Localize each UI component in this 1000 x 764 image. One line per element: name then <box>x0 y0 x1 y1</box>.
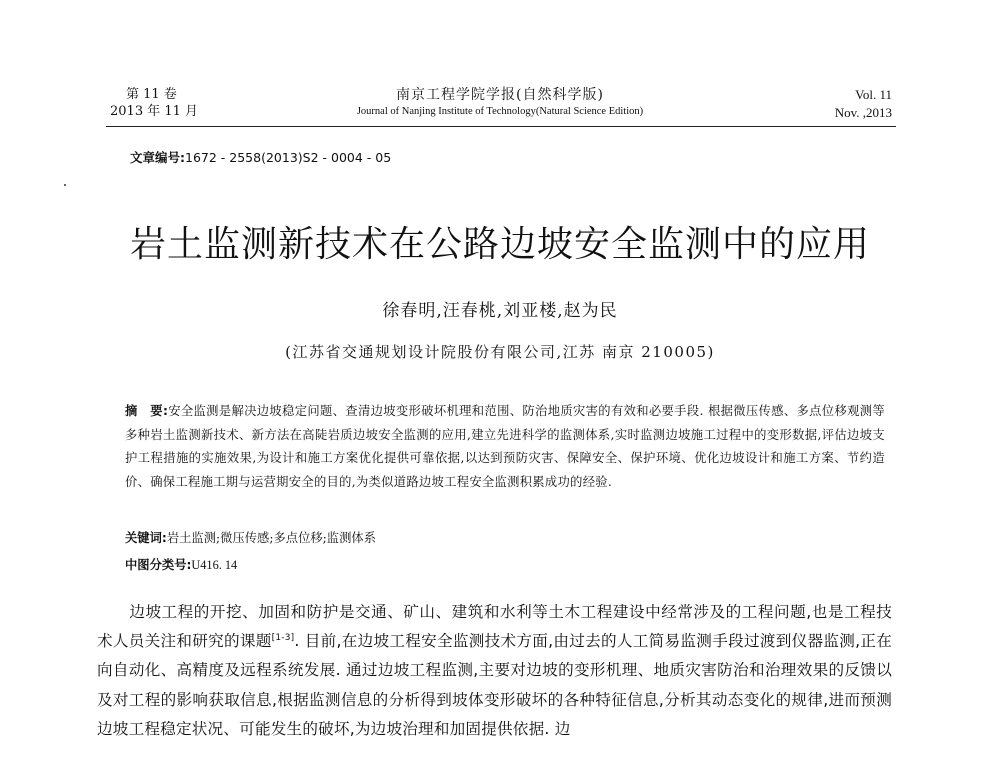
header-right <box>792 86 892 122</box>
body-paragraph <box>97 598 892 744</box>
classification-value: U416. 14 <box>191 558 238 572</box>
body-text-part2: . 目前,在边坡工程安全监测技术方面,由过去的人工简易监测手段过渡到仪器监测,正在向自动化、高精度及远程系统发展. 通过边坡工程监测,主要对边坡的变形机理、地质灾害防治和治理效果的反馈以及对工程的影响获取信息,根据监测信息的分析得到坡体变形破坏的各种特征信息,分析其动态变化的规律,进而预测边坡工程稳定状况、可能发生的破坏,为边坡治理和加固提供依据. 边 <box>97 632 892 738</box>
journal-name-en: Journal of Nanjing Institute of Technology(Natural Science Edition) <box>356 106 644 117</box>
volume-cn: 第 11 卷 <box>126 87 177 102</box>
header-left <box>110 86 230 120</box>
abstract-text: 安全监测是解决边坡稳定问题、查清边坡变形破坏机理和范围、防治地质灾害的有效和必要手段. 根据微压传感、多点位移观测等多种岩土监测新技术、新方法在高陡岩质边坡安全监测的应用,建立先进科学的监测体系,实时监测边坡施工过程中的变形数据,评估边坡支护工程措施的实施效果,为设计和施工方案优化提供可靠依据,以达到预防灾害、保障安全、保护环境、优化边坡设计和施工方案、节约造价、确保工程施工期与运营期安全的目的,为类似道路边坡工程安全监测积累成功的经验. <box>125 404 885 489</box>
header-center <box>260 86 740 120</box>
authors: 徐春明,汪春桃,刘亚楼,赵为民 <box>382 301 618 321</box>
scan-speck <box>64 184 66 186</box>
citation: [1-3] <box>271 633 295 644</box>
classification <box>125 555 237 575</box>
classification-label: 中图分类号: <box>125 558 192 572</box>
paper-title: 岩土监测新技术在公路边坡安全监测中的应用 <box>129 224 870 266</box>
article-number-label: 文章编号: <box>130 150 185 165</box>
header-rule <box>106 126 896 127</box>
date-cn: 2013 年 11 月 <box>110 104 199 119</box>
affiliation: (江苏省交通规划设计院股份有限公司,江苏 南京 210005) <box>285 343 715 361</box>
body-text-part1: 边坡工程的开挖、加固和防护是交通、矿山、建筑和水利等土木工程建设中经常涉及的工程问题,也是工程技术人员关注和研究的课题 <box>97 603 892 651</box>
article-number-value: 1672 - 2558(2013)S2 - 0004 - 05 <box>185 150 392 165</box>
journal-name-cn: 南京工程学院学报(自然科学版) <box>396 87 604 103</box>
volume-en: Vol. 11 <box>855 87 892 102</box>
abstract <box>125 400 885 494</box>
keywords-value: 岩土监测;微压传感;多点位移;监测体系 <box>166 531 376 545</box>
keywords-label: 关键词: <box>125 531 167 545</box>
article-number <box>130 148 391 166</box>
date-en: Nov. ,2013 <box>834 105 892 120</box>
abstract-label: 摘 要: <box>125 404 169 418</box>
keywords <box>125 528 376 548</box>
